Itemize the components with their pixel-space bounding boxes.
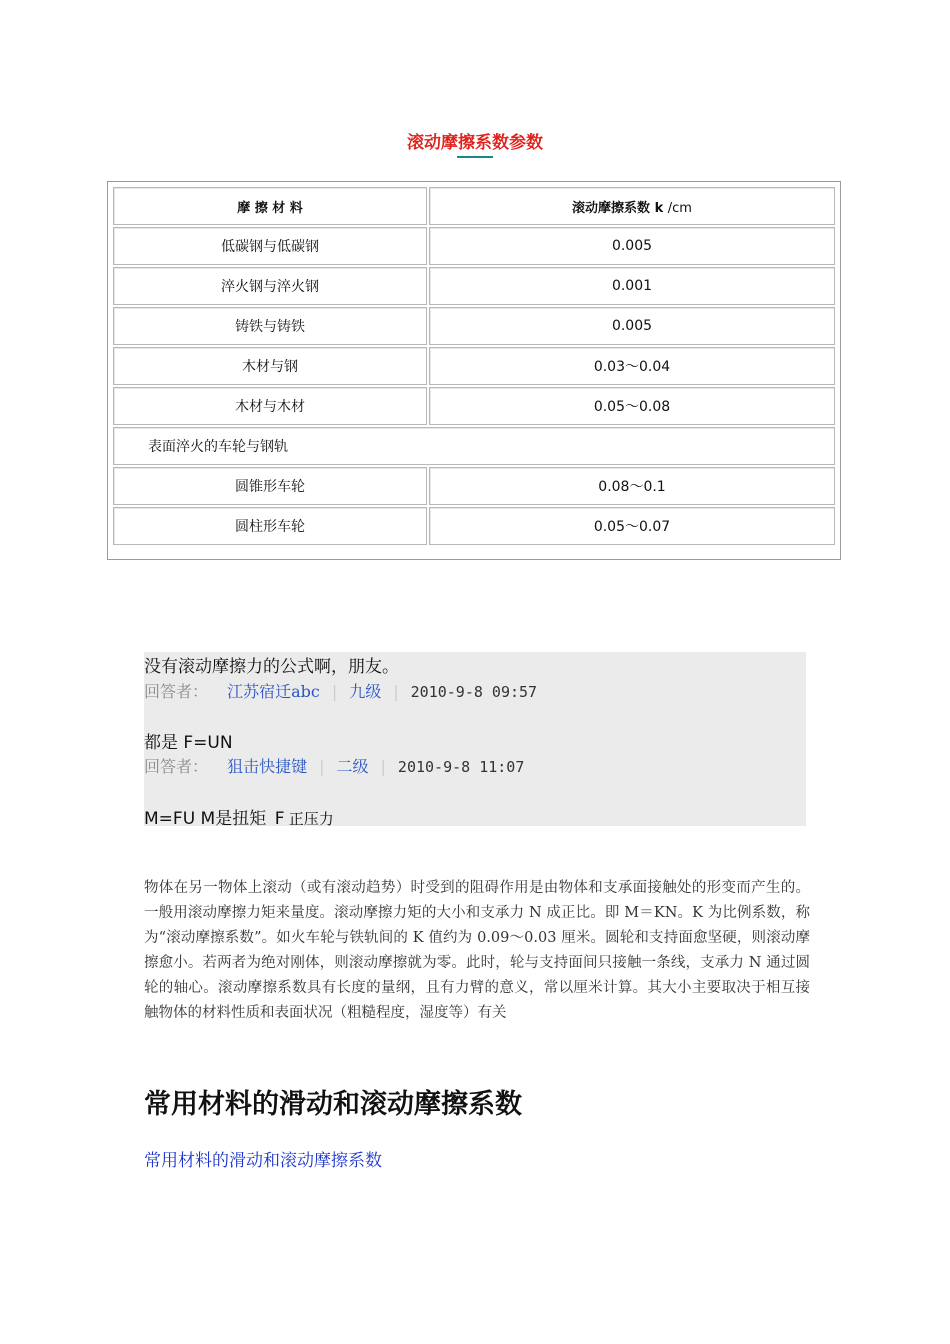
- table-row: [113, 307, 835, 345]
- answerer-link[interactable]: 江苏宿迁abc: [227, 682, 320, 701]
- answer-formula-text: 是扭矩: [215, 809, 267, 829]
- table-row: [113, 507, 835, 545]
- answers-panel: [144, 652, 806, 829]
- table-row: [113, 427, 835, 465]
- answer-date: 2010-9-8 11:07: [397, 758, 525, 776]
- level-link[interactable]: 二级: [336, 757, 369, 776]
- material-cell: 圆锥形车轮: [113, 467, 427, 505]
- header-coefficient: [429, 187, 835, 225]
- table-row: [113, 467, 835, 505]
- answer-formula-text: 正压力: [288, 810, 334, 828]
- coefficient-cell: 0.001: [429, 267, 835, 305]
- table-row: [113, 387, 835, 425]
- table-row: [113, 267, 835, 305]
- answer-meta: [144, 679, 537, 702]
- answerer-link[interactable]: 狙击快捷键: [227, 757, 308, 776]
- answer-formula-var: F: [274, 809, 285, 829]
- coefficient-cell: 0.08～0.1: [429, 467, 835, 505]
- page-title: 滚动摩擦系数参数: [407, 133, 543, 153]
- meta-separator: |: [319, 757, 325, 776]
- answer-text: 都是 F=UN: [144, 733, 233, 753]
- coefficient-cell: 0.005: [429, 227, 835, 265]
- meta-separator: |: [393, 682, 399, 701]
- material-cell: 木材与木材: [113, 387, 427, 425]
- body-paragraph: 物体在另一物体上滚动（或有滚动趋势）时受到的阻碍作用是由物体和支承面接触处的形变而产生的。一般用滚动摩擦力矩来量度。滚动摩擦力矩的大小和支承力 N 成正比。即 M＝KN。K 为比例系数，称为“滚动摩擦系数”。如火车轮与铁轨间的 K 值约为 0.09～0.03 厘米。圆轮和支持面愈坚硬，则滚动摩擦愈小。若两者为绝对刚体，则滚动摩擦就为零。此时，轮与支持面间只接触一条线，支承力 N 通过圆轮的轴心。滚动摩擦系数具有长度的量纲，且有力臂的意义，常以厘米计算。其大小主要取决于相互接触物体的材料性质和表面状况（粗糙程度，湿度等）有关: [144, 880, 810, 1021]
- material-cell: 淬火钢与淬火钢: [113, 267, 427, 305]
- material-cell: 低碳钢与低碳钢: [113, 227, 427, 265]
- meta-separator: |: [380, 757, 386, 776]
- level-link[interactable]: 九级: [349, 682, 382, 701]
- coefficient-cell: 0.05～0.08: [429, 387, 835, 425]
- material-cell: 圆柱形车轮: [113, 507, 427, 545]
- answer-meta: [144, 754, 524, 777]
- header-coefficient-label: 滚动摩擦系数: [572, 200, 651, 216]
- answer-text: 没有滚动摩擦力的公式啊，朋友。: [144, 657, 399, 677]
- friction-table: [107, 181, 841, 560]
- table-row: [113, 347, 835, 385]
- material-group-cell: 表面淬火的车轮与钢轨: [113, 427, 835, 465]
- answerer-label: 回答者：: [144, 682, 209, 701]
- header-coefficient-k: k: [654, 200, 664, 216]
- answerer-label: 回答者：: [144, 757, 209, 776]
- header-material: 摩 擦 材 料: [113, 187, 427, 225]
- section-heading: 常用材料的滑动和滚动摩擦系数: [144, 1089, 522, 1120]
- header-coefficient-unit: /cm: [667, 200, 692, 216]
- table-row: [113, 227, 835, 265]
- title-underline: [457, 156, 493, 158]
- material-cell: 木材与钢: [113, 347, 427, 385]
- section-link[interactable]: 常用材料的滑动和滚动摩擦系数: [144, 1151, 382, 1171]
- coefficient-cell: 0.05～0.07: [429, 507, 835, 545]
- answer-date: 2010-9-8 09:57: [410, 683, 538, 701]
- meta-separator: |: [331, 682, 338, 701]
- answer-formula: M=FU M: [144, 809, 216, 829]
- material-cell: 铸铁与铸铁: [113, 307, 427, 345]
- table-header-row: [113, 187, 835, 225]
- coefficient-cell: 0.005: [429, 307, 835, 345]
- answer-text: [144, 804, 334, 829]
- coefficient-cell: 0.03～0.04: [429, 347, 835, 385]
